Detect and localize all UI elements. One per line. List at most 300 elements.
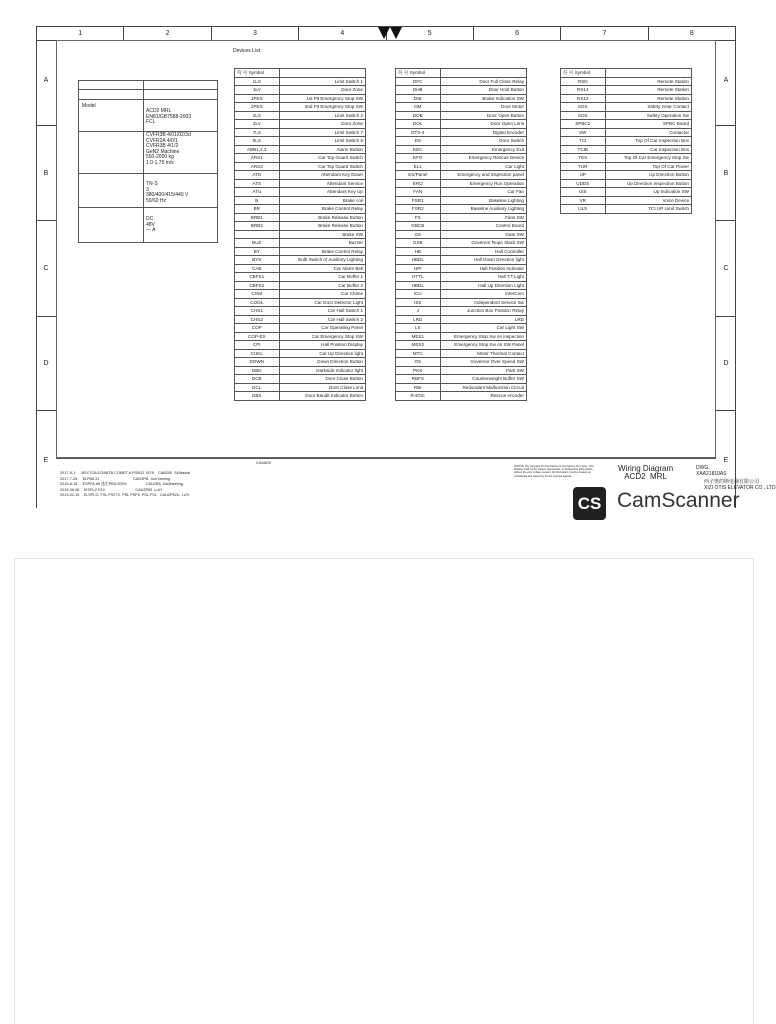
device-description: Digital Encoder [440, 128, 526, 137]
row-label: D [43, 359, 49, 367]
device-description: Emergency Stop Sw on SW Panel [440, 341, 526, 350]
table-row [235, 154, 366, 163]
device-table-2 [395, 68, 527, 401]
device-symbol: ABB1,2,3 [235, 145, 280, 154]
device-description: Door Motor [440, 103, 526, 112]
device-symbol: COOL [235, 298, 280, 307]
row-label: E [43, 456, 49, 464]
device-description: Brake Control Relay [279, 247, 365, 256]
table-row [396, 196, 527, 205]
table-row [561, 128, 692, 137]
device-description: Brake SW [279, 230, 365, 239]
device-description: Brake Release Button [279, 222, 365, 231]
device-description: Control Board [440, 222, 526, 231]
table-row [561, 162, 692, 171]
symbol-header: 符 号 Symbol [561, 69, 606, 78]
device-symbol: ATD [235, 171, 280, 180]
table-row [235, 256, 366, 265]
device-symbol: CPI [235, 341, 280, 350]
device-description: Brake Release Button [279, 213, 365, 222]
device-symbol: TCI [561, 137, 606, 146]
device-symbol: DFC [396, 77, 441, 86]
device-table-1 [234, 68, 366, 401]
column-label: 1 [37, 27, 124, 40]
device-description: Brake Control Relay [279, 205, 365, 214]
device-symbol: 2LV [235, 120, 280, 129]
device-description: Car Inspection Box [605, 145, 691, 154]
device-description: Independent Service Sw [440, 298, 526, 307]
device-symbol: COP [235, 324, 280, 333]
device-symbol: CBFS1 [235, 273, 280, 282]
device-symbol: CUKL [235, 349, 280, 358]
device-description: Brake Indication SW [440, 94, 526, 103]
device-description: Car Top Guard Switch [279, 162, 365, 171]
table-row [235, 213, 366, 222]
table-row [396, 222, 527, 231]
table-row [396, 179, 527, 188]
table-row [235, 392, 366, 401]
device-symbol: 1PES [235, 94, 280, 103]
device-symbol: CGM [235, 290, 280, 299]
device-symbol: FAN [396, 188, 441, 197]
device-description: Down Direction Button [279, 358, 365, 367]
device-description: Junction Box Position Relay [440, 307, 526, 316]
table-row [235, 264, 366, 273]
device-symbol: HPI [396, 264, 441, 273]
model-value: CVFR3B 4/01/02/3d CVFR2A 4/0/1 CVFR3B 4/1/2 GeN2 Machine 550-2000 kg 1.0-1.75 m/s [146, 132, 191, 166]
device-symbol: BYS [235, 256, 280, 265]
model-value: ACD2 MRL EN81/GB7588-2003 FCL [146, 108, 192, 126]
table-row [561, 120, 692, 129]
company-name: 西子奥的斯电梯有限公司 XIZI OTIS ELEVATOR CO., LTD [704, 479, 776, 491]
column-label: 7 [561, 27, 648, 40]
table-row [396, 230, 527, 239]
device-symbol: 1LV [235, 86, 280, 95]
device-symbol: GBCB [396, 222, 441, 231]
model-value: TN-S 3 380/400/415/440 V 50/60 Hz [146, 181, 189, 204]
device-description: Door Zone [279, 120, 365, 129]
device-symbol: HBDL [396, 256, 441, 265]
table-row [396, 290, 527, 299]
table-row [396, 86, 527, 95]
column-label: 4 [299, 27, 386, 40]
device-description: Car Chime [279, 290, 365, 299]
table-row [396, 264, 527, 273]
device-symbol: SPBC2 [561, 120, 606, 129]
device-symbol: BRB1 [235, 213, 280, 222]
device-description: Up Indication SW [605, 188, 691, 197]
device-symbol: 8LS [235, 137, 280, 146]
table-row [396, 120, 527, 129]
row-label: C [723, 264, 729, 272]
device-description: Hall Controller [440, 247, 526, 256]
table-row [561, 86, 692, 95]
table-row [396, 103, 527, 112]
device-symbol: SGS [561, 103, 606, 112]
table-row [396, 298, 527, 307]
table-row [561, 137, 692, 146]
table-row [396, 154, 527, 163]
table-row [561, 94, 692, 103]
device-description: Alarm Button [279, 145, 365, 154]
device-symbol: 2LS [235, 111, 280, 120]
table-row [561, 188, 692, 197]
device-description: Car Door Detector Light [279, 298, 365, 307]
device-symbol: RS14 [561, 86, 606, 95]
device-symbol: LRD [396, 315, 441, 324]
table-row [235, 103, 366, 112]
table-row [235, 120, 366, 129]
table-row [396, 137, 527, 146]
device-description: Rescue encoder [440, 392, 526, 401]
device-symbol: ATU [235, 188, 280, 197]
device-symbol: ES/Panel [396, 171, 441, 180]
table-row [235, 298, 366, 307]
device-symbol: EL1 [396, 162, 441, 171]
device-symbol: 2PES [235, 103, 280, 112]
device-symbol: DS [396, 137, 441, 146]
table-row [561, 196, 692, 205]
column-label: 2 [124, 27, 211, 40]
table-row [235, 111, 366, 120]
device-symbol: GS [396, 230, 441, 239]
device-description: Hall T.T.Light [440, 273, 526, 282]
device-symbol: R-ENC [396, 392, 441, 401]
center-marker-icon [378, 27, 390, 39]
table-row [235, 77, 366, 86]
table-row [235, 145, 366, 154]
table-row [235, 137, 366, 146]
table-row [235, 205, 366, 214]
device-symbol: EFO [396, 154, 441, 163]
device-symbol: CHS2 [235, 315, 280, 324]
device-symbol: DIB [396, 94, 441, 103]
table-row [396, 171, 527, 180]
table-row [396, 341, 527, 350]
description-header [440, 69, 526, 78]
table-row [235, 366, 366, 375]
device-description: Car Light [440, 162, 526, 171]
device-symbol: RSN [561, 77, 606, 86]
device-description: Up Direction Inspection Button [605, 179, 691, 188]
table-row [396, 205, 527, 214]
device-description: Car Hall Switch 1 [279, 307, 365, 316]
device-symbol: 1LS [235, 77, 280, 86]
model-value: DC 48V --- A [146, 216, 156, 234]
table-row [561, 205, 692, 214]
table-row [235, 128, 366, 137]
device-description: Buzzer [279, 239, 365, 248]
drawing-sheet [0, 0, 776, 510]
table-row [235, 86, 366, 95]
device-symbol: ICU [396, 290, 441, 299]
camscanner-watermark: CamScanner [617, 489, 740, 512]
blank-page [14, 558, 754, 1024]
device-description: Car Light SW [440, 324, 526, 333]
device-description: Door Bandit Indicator Button [279, 392, 365, 401]
row-label: E [723, 456, 729, 464]
device-description: Governor Rope Slack SW [440, 239, 526, 248]
device-description: Door Close Limit [279, 383, 365, 392]
device-description: Car Up Direction light [279, 349, 365, 358]
table-row [235, 230, 366, 239]
table-row [235, 281, 366, 290]
device-description: Emergency Exit [440, 145, 526, 154]
column-label: 8 [689, 30, 694, 37]
table-row [561, 103, 692, 112]
device-symbol: CHS1 [235, 307, 280, 316]
device-symbol: RBI [396, 383, 441, 392]
device-description: Limit Switch 1 [279, 77, 365, 86]
device-symbol: 7LS [235, 128, 280, 137]
device-description: Attendant Key Down [279, 171, 365, 180]
table-row [396, 307, 527, 316]
column-label: 6 [474, 27, 561, 40]
device-description: Attendant Service [279, 179, 365, 188]
device-description: Top Of Car Inspection Box [605, 137, 691, 146]
center-marker-icon [390, 27, 402, 39]
device-description: Gate SW [440, 230, 526, 239]
table-row [235, 383, 366, 392]
revision-history: 2017-9-1 BSYTCA/CGBATB COMET A PGB12 1578 CAB200 SUNacial 2017-7-26 ELPA5.31 CAD3PB XueYaming 2015-6-18 ESPFA.66 逃生PB5-003% CAU2B5 DaiJianfeng 2015-06-08 DISPLZ.P14 CAU2P53 LuYi 2013-02-15 ELSPLG, FSL PSF72, PSL PSF5, PSL FSL CAU2P52U LuYi [60, 471, 191, 498]
device-symbol: RS12 [561, 94, 606, 103]
device-description: Limit Switch 2 [279, 111, 365, 120]
table-row [235, 341, 366, 350]
table-row [396, 94, 527, 103]
device-symbol: TCIB [561, 145, 606, 154]
device-description: Emergency Run Operation [440, 179, 526, 188]
device-description: Contactor [605, 128, 691, 137]
device-symbol: HBDL [396, 281, 441, 290]
device-description: Car Top Guard Switch [279, 154, 365, 163]
table-row [396, 273, 527, 282]
table-row [396, 392, 527, 401]
device-symbol: ISS [396, 298, 441, 307]
device-description: Door Close Button [279, 375, 365, 384]
device-description: Door Full Close Relay [440, 77, 526, 86]
device-symbol: EEC [396, 145, 441, 154]
table-row [561, 111, 692, 120]
device-description: Motor Thermal Contact [440, 349, 526, 358]
row-label: B [723, 169, 729, 177]
device-symbol [235, 230, 280, 239]
table-row [235, 290, 366, 299]
device-symbol: UIS [561, 188, 606, 197]
device-symbol: MES1 [396, 332, 441, 341]
device-description: Limit Switch 8 [279, 137, 365, 146]
table-row [396, 375, 527, 384]
device-description: Bulb Switch of Auxiliary Lighting [279, 256, 365, 265]
device-symbol: DCB [235, 375, 280, 384]
device-description: LRD [440, 315, 526, 324]
device-symbol: HTTL [396, 273, 441, 282]
device-description: Car Buffer 2 [279, 281, 365, 290]
device-symbol: BRB2 [235, 222, 280, 231]
device-symbol: CBFS2 [235, 281, 280, 290]
row-label: C [43, 264, 49, 272]
table-row [396, 239, 527, 248]
table-row [235, 196, 366, 205]
device-description: InterCom [440, 290, 526, 299]
device-description: Door Hold Button [440, 86, 526, 95]
device-description: Car Fan [440, 188, 526, 197]
table-row [396, 358, 527, 367]
device-description: Remote Station [605, 86, 691, 95]
table-row [561, 77, 692, 86]
device-symbol: ARS2 [235, 162, 280, 171]
description-header [605, 69, 691, 78]
device-symbol: J [396, 307, 441, 316]
device-symbol: LS [396, 324, 441, 333]
model-info-table [78, 80, 218, 243]
table-row [396, 349, 527, 358]
table-row [396, 213, 527, 222]
device-symbol: TUR [561, 162, 606, 171]
device-symbol: BUZ [235, 239, 280, 248]
device-symbol: FS [396, 213, 441, 222]
device-description: Park SW [440, 366, 526, 375]
table-row [235, 273, 366, 282]
device-symbol: DTS-4 [396, 128, 441, 137]
device-description: Door Switch [440, 137, 526, 146]
table-row [561, 154, 692, 163]
device-symbol: DOL [396, 120, 441, 129]
device-description: Baseline Lighting [440, 196, 526, 205]
device-description: TCI UP Limit Switch [605, 205, 691, 214]
row-label: B [43, 169, 49, 177]
device-description: Car Operating Panel [279, 324, 365, 333]
device-description: Safety Operation Sw [605, 111, 691, 120]
device-symbol: CAB [235, 264, 280, 273]
device-description: Hall Position Display [279, 341, 365, 350]
table-row [235, 358, 366, 367]
device-description: Baseline Auxiliary Lighting [440, 205, 526, 214]
device-description: Door Open Button [440, 111, 526, 120]
table-row [396, 315, 527, 324]
description-header [279, 69, 365, 78]
table-row [561, 145, 692, 154]
device-description: Safety Gear Contact [605, 103, 691, 112]
device-symbol: DOWN [235, 358, 280, 367]
device-description: Remote Station [605, 77, 691, 86]
device-symbol: FSR2 [396, 205, 441, 214]
device-description: Governor Over Speed SW [440, 358, 526, 367]
symbol-header: 符 号 Symbol [396, 69, 441, 78]
table-row [235, 162, 366, 171]
table-row [561, 179, 692, 188]
device-description: Door Zone [279, 86, 365, 95]
table-row [396, 247, 527, 256]
device-symbol: DCL [235, 383, 280, 392]
table-row [235, 332, 366, 341]
device-description: Remote Station [605, 94, 691, 103]
device-description: Door Open Limit [440, 120, 526, 129]
table-row [396, 383, 527, 392]
table-row [396, 77, 527, 86]
table-row [396, 111, 527, 120]
table-row [396, 366, 527, 375]
device-symbol: HB [396, 247, 441, 256]
device-symbol: GSB [396, 239, 441, 248]
device-symbol: ULS [561, 205, 606, 214]
table-row [235, 179, 366, 188]
device-symbol: VR [561, 196, 606, 205]
device-description: 1st Pit Emergency Stop SW [279, 94, 365, 103]
device-description: 2nd Pit Emergency Stop SW [279, 103, 365, 112]
device-symbol: ARS1 [235, 154, 280, 163]
table-row [396, 128, 527, 137]
device-description: Up Direction Button [605, 171, 691, 180]
column-label: 5 [387, 27, 474, 40]
device-symbol: SOS [561, 111, 606, 120]
camscanner-logo-icon: CS [573, 487, 606, 520]
table-row [235, 307, 366, 316]
table-row [235, 247, 366, 256]
device-symbol: COP-ES [235, 332, 280, 341]
device-symbol: BR [235, 205, 280, 214]
device-description: Voice Device [605, 196, 691, 205]
table-row [396, 145, 527, 154]
device-description: Car Hall Switch 2 [279, 315, 365, 324]
device-table-3 [560, 68, 692, 214]
device-description: SPBC Board [605, 120, 691, 129]
device-description: Hall Down Direction light [440, 256, 526, 265]
device-symbol: SW [561, 128, 606, 137]
device-symbol: UP [561, 171, 606, 180]
table-row [235, 239, 366, 248]
device-symbol: MES2 [396, 341, 441, 350]
table-row [235, 375, 366, 384]
device-symbol: DBD [235, 366, 280, 375]
device-description: Brake coil [279, 196, 365, 205]
device-description: Car Buffer 1 [279, 273, 365, 282]
device-symbol: MTC [396, 349, 441, 358]
device-description: Emergency and inspection panel [440, 171, 526, 180]
drawing-number: DWG. XAA21810AS [696, 465, 727, 477]
device-description: Car Emergency Stop SW [279, 332, 365, 341]
device-symbol: ERO [396, 179, 441, 188]
copyright-notice: NOTICE The copyright for this drawing is reserved by the owner. This drawing shall not be copied, reproduced, or disclosed to third parties without the prior written consent. All information must be treated as confidential and used only for the purpose agreed. [514, 465, 594, 478]
device-symbol: DHB [396, 86, 441, 95]
device-symbol: ATS [235, 179, 280, 188]
table-row [396, 162, 527, 171]
device-description: Emergency Stop Sw on inspection [440, 332, 526, 341]
table-row [235, 324, 366, 333]
row-label: D [723, 359, 729, 367]
table-row [235, 315, 366, 324]
device-symbol: FSR1 [396, 196, 441, 205]
row-label: A [723, 76, 729, 84]
table-row [396, 256, 527, 265]
device-symbol: DM [396, 103, 441, 112]
device-symbol: BY [235, 247, 280, 256]
device-description: Darkside Indicator light [279, 366, 365, 375]
device-description: Emergency Rescue Device [440, 154, 526, 163]
table-row [396, 324, 527, 333]
device-description: Top Of Car Emergency Stop Sw [605, 154, 691, 163]
table-row [396, 281, 527, 290]
device-symbol: TES [561, 154, 606, 163]
change-header: CHANGE [256, 461, 272, 465]
device-description: Attendant Key Up [279, 188, 365, 197]
model-label: Model [82, 103, 96, 109]
devices-list-title: Devices List [233, 48, 260, 54]
device-symbol: DOB [396, 111, 441, 120]
device-description: Counterweight Buffer SW [440, 375, 526, 384]
device-symbol: B [235, 196, 280, 205]
table-row [235, 94, 366, 103]
device-symbol: OS [396, 358, 441, 367]
